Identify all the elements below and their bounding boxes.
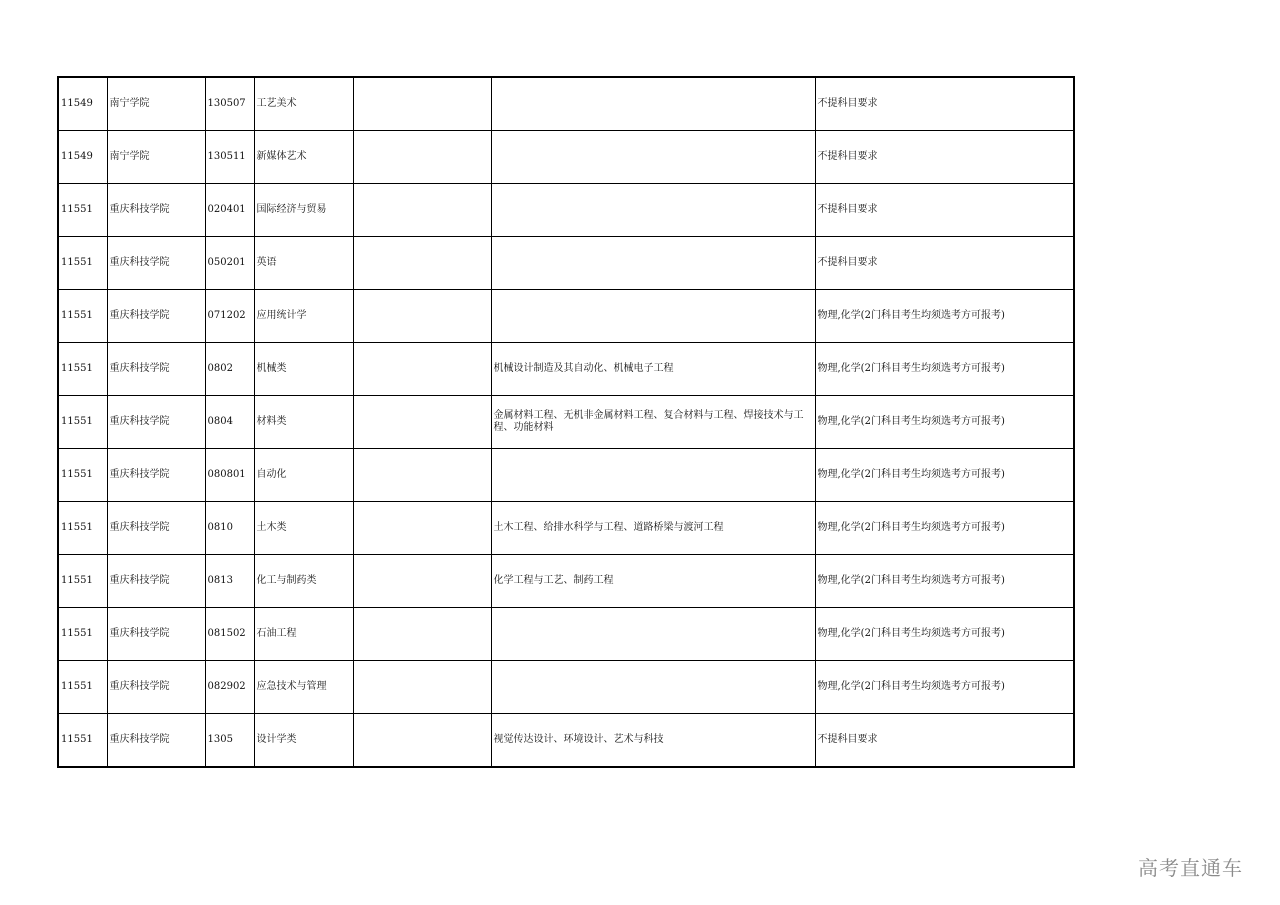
school-code-cell: 11551 (58, 449, 107, 502)
school-name-cell: 重庆科技学院 (107, 661, 205, 714)
included-majors-cell: 视觉传达设计、环境设计、艺术与科技 (491, 714, 815, 768)
table-row (58, 661, 1074, 714)
subject-requirement-cell: 物理,化学(2门科目考生均须选考方可报考) (815, 449, 1074, 502)
major-code-cell: 081502 (205, 608, 254, 661)
school-name-cell: 重庆科技学院 (107, 290, 205, 343)
major-name-cell: 新媒体艺术 (254, 131, 353, 184)
major-code-cell: 0804 (205, 396, 254, 449)
included-majors-cell (491, 184, 815, 237)
school-code-cell: 11551 (58, 290, 107, 343)
note-cell (353, 608, 491, 661)
school-code-cell: 11551 (58, 237, 107, 290)
school-code-cell: 11549 (58, 131, 107, 184)
note-cell (353, 343, 491, 396)
note-cell (353, 290, 491, 343)
major-code-cell: 050201 (205, 237, 254, 290)
table-row (58, 290, 1074, 343)
school-name-cell: 重庆科技学院 (107, 608, 205, 661)
subject-requirements-table (57, 76, 1075, 768)
subject-requirement-cell: 不提科目要求 (815, 77, 1074, 131)
included-majors-cell: 机械设计制造及其自动化、机械电子工程 (491, 343, 815, 396)
subject-requirement-cell: 物理,化学(2门科目考生均须选考方可报考) (815, 608, 1074, 661)
major-name-cell: 英语 (254, 237, 353, 290)
table-row (58, 555, 1074, 608)
school-code-cell: 11551 (58, 661, 107, 714)
table-body (58, 77, 1074, 767)
subject-requirement-cell: 不提科目要求 (815, 184, 1074, 237)
major-name-cell: 化工与制药类 (254, 555, 353, 608)
major-name-cell: 机械类 (254, 343, 353, 396)
subject-requirement-cell: 不提科目要求 (815, 237, 1074, 290)
school-code-cell: 11551 (58, 608, 107, 661)
included-majors-cell (491, 290, 815, 343)
major-code-cell: 0802 (205, 343, 254, 396)
included-majors-cell (491, 131, 815, 184)
school-code-cell: 11551 (58, 502, 107, 555)
major-name-cell: 土木类 (254, 502, 353, 555)
note-cell (353, 184, 491, 237)
major-name-cell: 应用统计学 (254, 290, 353, 343)
major-code-cell: 020401 (205, 184, 254, 237)
school-name-cell: 重庆科技学院 (107, 714, 205, 768)
included-majors-cell: 金属材料工程、无机非金属材料工程、复合材料与工程、焊接技术与工程、功能材料 (491, 396, 815, 449)
table-row (58, 77, 1074, 131)
major-code-cell: 1305 (205, 714, 254, 768)
table-row (58, 714, 1074, 768)
subject-requirement-cell: 物理,化学(2门科目考生均须选考方可报考) (815, 502, 1074, 555)
table-row (58, 502, 1074, 555)
school-code-cell: 11551 (58, 184, 107, 237)
note-cell (353, 396, 491, 449)
school-name-cell: 重庆科技学院 (107, 184, 205, 237)
major-code-cell: 080801 (205, 449, 254, 502)
school-code-cell: 11551 (58, 343, 107, 396)
major-name-cell: 材料类 (254, 396, 353, 449)
included-majors-cell: 土木工程、给排水科学与工程、道路桥梁与渡河工程 (491, 502, 815, 555)
subject-requirement-cell: 不提科目要求 (815, 714, 1074, 768)
note-cell (353, 661, 491, 714)
subject-requirement-cell: 不提科目要求 (815, 131, 1074, 184)
included-majors-cell (491, 449, 815, 502)
note-cell (353, 449, 491, 502)
table-row (58, 131, 1074, 184)
subject-requirement-cell: 物理,化学(2门科目考生均须选考方可报考) (815, 396, 1074, 449)
included-majors-cell (491, 237, 815, 290)
school-name-cell: 重庆科技学院 (107, 502, 205, 555)
major-name-cell: 应急技术与管理 (254, 661, 353, 714)
note-cell (353, 131, 491, 184)
included-majors-cell: 化学工程与工艺、制药工程 (491, 555, 815, 608)
school-code-cell: 11551 (58, 555, 107, 608)
major-code-cell: 130507 (205, 77, 254, 131)
school-name-cell: 重庆科技学院 (107, 449, 205, 502)
major-name-cell: 自动化 (254, 449, 353, 502)
table-row (58, 449, 1074, 502)
school-name-cell: 南宁学院 (107, 131, 205, 184)
school-name-cell: 重庆科技学院 (107, 237, 205, 290)
note-cell (353, 502, 491, 555)
school-code-cell: 11551 (58, 396, 107, 449)
major-name-cell: 石油工程 (254, 608, 353, 661)
table-row (58, 608, 1074, 661)
included-majors-cell (491, 661, 815, 714)
table-row (58, 237, 1074, 290)
note-cell (353, 77, 491, 131)
note-cell (353, 714, 491, 768)
school-code-cell: 11551 (58, 714, 107, 768)
table-row (58, 396, 1074, 449)
major-code-cell: 0810 (205, 502, 254, 555)
major-code-cell: 071202 (205, 290, 254, 343)
school-name-cell: 南宁学院 (107, 77, 205, 131)
major-name-cell: 设计学类 (254, 714, 353, 768)
major-code-cell: 0813 (205, 555, 254, 608)
subject-requirement-cell: 物理,化学(2门科目考生均须选考方可报考) (815, 343, 1074, 396)
table-row (58, 184, 1074, 237)
major-name-cell: 国际经济与贸易 (254, 184, 353, 237)
watermark-text: 高考直通车 (1138, 856, 1243, 880)
subject-requirement-cell: 物理,化学(2门科目考生均须选考方可报考) (815, 661, 1074, 714)
major-code-cell: 130511 (205, 131, 254, 184)
major-name-cell: 工艺美术 (254, 77, 353, 131)
note-cell (353, 237, 491, 290)
note-cell (353, 555, 491, 608)
major-code-cell: 082902 (205, 661, 254, 714)
subject-requirement-cell: 物理,化学(2门科目考生均须选考方可报考) (815, 290, 1074, 343)
included-majors-cell (491, 77, 815, 131)
school-code-cell: 11549 (58, 77, 107, 131)
school-name-cell: 重庆科技学院 (107, 555, 205, 608)
table-row (58, 343, 1074, 396)
subject-requirement-cell: 物理,化学(2门科目考生均须选考方可报考) (815, 555, 1074, 608)
school-name-cell: 重庆科技学院 (107, 343, 205, 396)
school-name-cell: 重庆科技学院 (107, 396, 205, 449)
included-majors-cell (491, 608, 815, 661)
